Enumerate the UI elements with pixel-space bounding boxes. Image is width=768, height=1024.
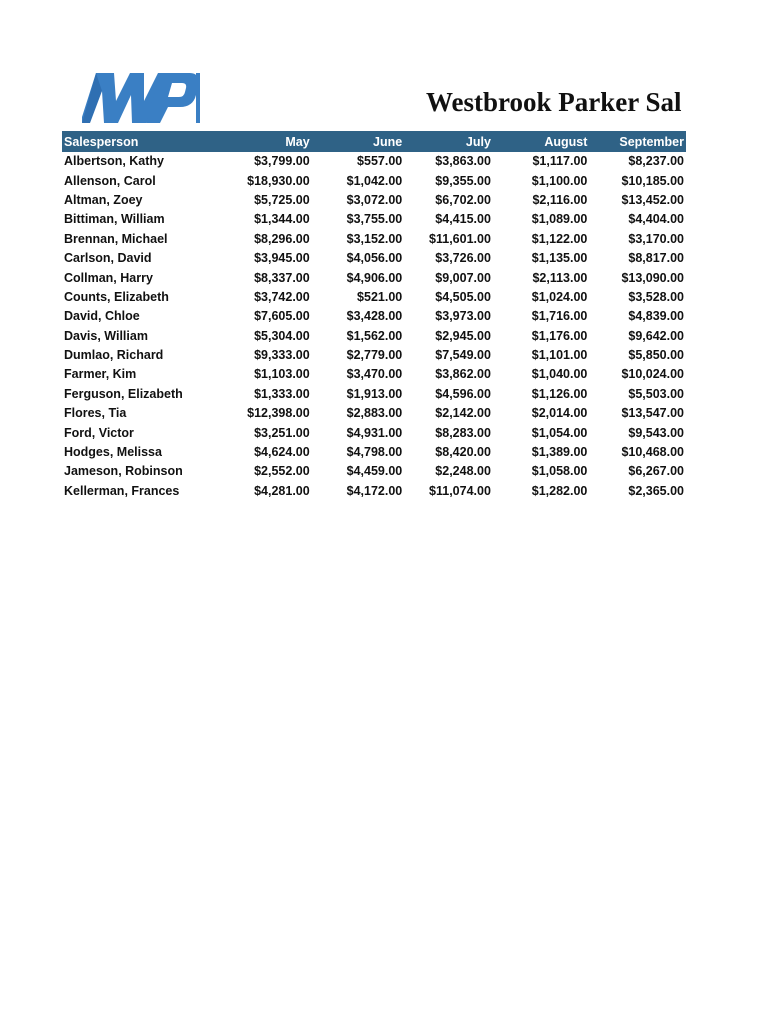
cell-june: $4,798.00 — [346, 445, 403, 460]
table-row — [62, 404, 686, 423]
table-row — [62, 346, 686, 365]
cell-august: $1,024.00 — [531, 289, 588, 304]
cell-september: $10,024.00 — [621, 367, 684, 382]
cell-june: $3,152.00 — [346, 231, 403, 246]
sales-table-container — [62, 131, 686, 501]
cell-july: $7,549.00 — [435, 348, 491, 363]
table-row — [62, 307, 686, 326]
cell-july: $3,726.00 — [435, 251, 491, 266]
cell-july: $4,596.00 — [435, 386, 491, 401]
cell-september: $10,185.00 — [621, 173, 684, 188]
cell-salesperson: Bittiman, William — [64, 212, 165, 227]
cell-june: $2,779.00 — [346, 348, 403, 363]
cell-salesperson: Hodges, Melissa — [64, 445, 162, 460]
cell-june: $4,931.00 — [346, 425, 403, 440]
cell-july: $11,074.00 — [429, 483, 491, 498]
cell-may: $4,281.00 — [254, 483, 310, 498]
cell-august: $1,058.00 — [531, 464, 588, 479]
cell-september: $13,090.00 — [621, 270, 684, 285]
cell-salesperson: Altman, Zoey — [64, 192, 143, 207]
cell-september: $9,543.00 — [628, 425, 684, 440]
table-row — [62, 210, 686, 229]
cell-salesperson: Allenson, Carol — [64, 173, 156, 188]
cell-may: $8,296.00 — [254, 231, 310, 246]
cell-june: $4,459.00 — [346, 464, 403, 479]
cell-salesperson: Kellerman, Frances — [64, 483, 180, 498]
table-row — [62, 443, 686, 462]
cell-september: $10,468.00 — [621, 445, 684, 460]
table-row — [62, 327, 686, 346]
cell-june: $557.00 — [357, 154, 403, 169]
cell-salesperson: Collman, Harry — [64, 270, 153, 285]
cell-august: $1,100.00 — [531, 173, 588, 188]
cell-august: $1,122.00 — [531, 231, 588, 246]
cell-september: $5,850.00 — [628, 348, 684, 363]
cell-august: $1,101.00 — [531, 348, 588, 363]
cell-september: $2,365.00 — [628, 483, 684, 498]
cell-salesperson: Jameson, Robinson — [64, 464, 183, 479]
table-row — [62, 482, 686, 501]
cell-salesperson: Albertson, Kathy — [64, 154, 165, 169]
cell-september: $4,404.00 — [628, 212, 684, 227]
cell-june: $1,913.00 — [346, 386, 403, 401]
cell-july: $8,420.00 — [435, 445, 491, 460]
cell-june: $1,562.00 — [346, 328, 403, 343]
cell-september: $3,170.00 — [628, 231, 684, 246]
cell-august: $2,116.00 — [532, 192, 588, 207]
cell-salesperson: Davis, William — [64, 328, 148, 343]
cell-may: $3,799.00 — [254, 154, 310, 169]
cell-may: $3,742.00 — [254, 289, 310, 304]
sales-table — [62, 131, 686, 501]
cell-may: $1,344.00 — [254, 212, 310, 227]
cell-may: $1,103.00 — [254, 367, 310, 382]
cell-june: $4,172.00 — [346, 483, 403, 498]
cell-august: $1,135.00 — [531, 251, 588, 266]
cell-july: $3,863.00 — [435, 154, 491, 169]
cell-august: $2,014.00 — [531, 406, 588, 421]
cell-salesperson: Brennan, Michael — [64, 231, 168, 246]
cell-salesperson: Ferguson, Elizabeth — [64, 386, 183, 401]
column-header-salesperson: Salesperson — [64, 134, 139, 149]
cell-june: $3,428.00 — [346, 309, 403, 324]
column-header-june: June — [373, 134, 403, 149]
cell-salesperson: Dumlao, Richard — [64, 348, 164, 363]
cell-september: $5,503.00 — [628, 386, 684, 401]
cell-may: $9,333.00 — [254, 348, 310, 363]
table-header-row — [62, 131, 686, 152]
cell-august: $1,282.00 — [531, 483, 588, 498]
cell-august: $1,176.00 — [531, 328, 588, 343]
cell-june: $3,755.00 — [346, 212, 403, 227]
cell-july: $3,973.00 — [435, 309, 491, 324]
cell-september: $3,528.00 — [628, 289, 684, 304]
cell-may: $1,333.00 — [254, 386, 310, 401]
cell-july: $8,283.00 — [435, 425, 491, 440]
cell-june: $521.00 — [357, 289, 403, 304]
cell-july: $4,415.00 — [435, 212, 491, 227]
cell-september: $4,839.00 — [628, 309, 684, 324]
cell-july: $2,248.00 — [435, 464, 491, 479]
cell-august: $1,716.00 — [531, 309, 588, 324]
cell-july: $2,945.00 — [435, 328, 491, 343]
table-row — [62, 365, 686, 384]
cell-september: $8,237.00 — [628, 154, 684, 169]
cell-august: $1,054.00 — [531, 425, 588, 440]
cell-salesperson: Carlson, David — [64, 251, 152, 266]
cell-salesperson: Farmer, Kim — [64, 367, 137, 382]
cell-june: $4,056.00 — [346, 251, 403, 266]
cell-june: $1,042.00 — [346, 173, 403, 188]
column-header-may: May — [285, 134, 310, 149]
cell-august: $1,089.00 — [531, 212, 588, 227]
cell-salesperson: Flores, Tia — [64, 406, 127, 421]
cell-july: $2,142.00 — [435, 406, 491, 421]
cell-august: $1,389.00 — [531, 445, 588, 460]
cell-june: $3,072.00 — [346, 192, 403, 207]
wp-logo-mark — [82, 73, 200, 123]
table-row — [62, 288, 686, 307]
cell-july: $3,862.00 — [435, 367, 491, 382]
table-row — [62, 462, 686, 481]
cell-june: $3,470.00 — [346, 367, 403, 382]
cell-may: $7,605.00 — [254, 309, 310, 324]
page-title: Westbrook Parker Sal — [426, 87, 682, 117]
column-header-september: September — [619, 134, 684, 149]
cell-may: $8,337.00 — [254, 270, 310, 285]
cell-july: $11,601.00 — [429, 231, 491, 246]
cell-august: $1,117.00 — [532, 154, 588, 169]
cell-may: $12,398.00 — [247, 406, 310, 421]
cell-august: $1,040.00 — [531, 367, 588, 382]
cell-may: $2,552.00 — [254, 464, 310, 479]
cell-september: $13,452.00 — [621, 192, 684, 207]
cell-september: $13,547.00 — [621, 406, 684, 421]
table-row — [62, 385, 686, 404]
table-row — [62, 268, 686, 287]
cell-july: $9,007.00 — [435, 270, 491, 285]
cell-may: $3,251.00 — [254, 425, 310, 440]
cell-august: $2,113.00 — [532, 270, 588, 285]
table-row — [62, 171, 686, 190]
column-header-august: August — [544, 134, 588, 149]
table-body — [62, 152, 686, 501]
cell-june: $2,883.00 — [346, 406, 403, 421]
cell-july: $9,355.00 — [435, 173, 491, 188]
table-row — [62, 191, 686, 210]
cell-salesperson: Ford, Victor — [64, 425, 134, 440]
table-row — [62, 249, 686, 268]
column-header-july: July — [465, 134, 491, 149]
cell-may: $4,624.00 — [254, 445, 310, 460]
company-logo — [82, 73, 200, 123]
cell-salesperson: David, Chloe — [64, 309, 140, 324]
cell-may: $18,930.00 — [247, 173, 310, 188]
table-row — [62, 423, 686, 442]
cell-september: $8,817.00 — [628, 251, 684, 266]
cell-july: $4,505.00 — [435, 289, 491, 304]
table-row — [62, 230, 686, 249]
cell-salesperson: Counts, Elizabeth — [64, 289, 169, 304]
cell-september: $6,267.00 — [628, 464, 684, 479]
cell-june: $4,906.00 — [346, 270, 403, 285]
cell-may: $5,725.00 — [254, 192, 310, 207]
cell-july: $6,702.00 — [435, 192, 491, 207]
table-row — [62, 152, 686, 171]
cell-august: $1,126.00 — [531, 386, 588, 401]
cell-may: $5,304.00 — [254, 328, 310, 343]
cell-september: $9,642.00 — [628, 328, 684, 343]
cell-may: $3,945.00 — [254, 251, 310, 266]
